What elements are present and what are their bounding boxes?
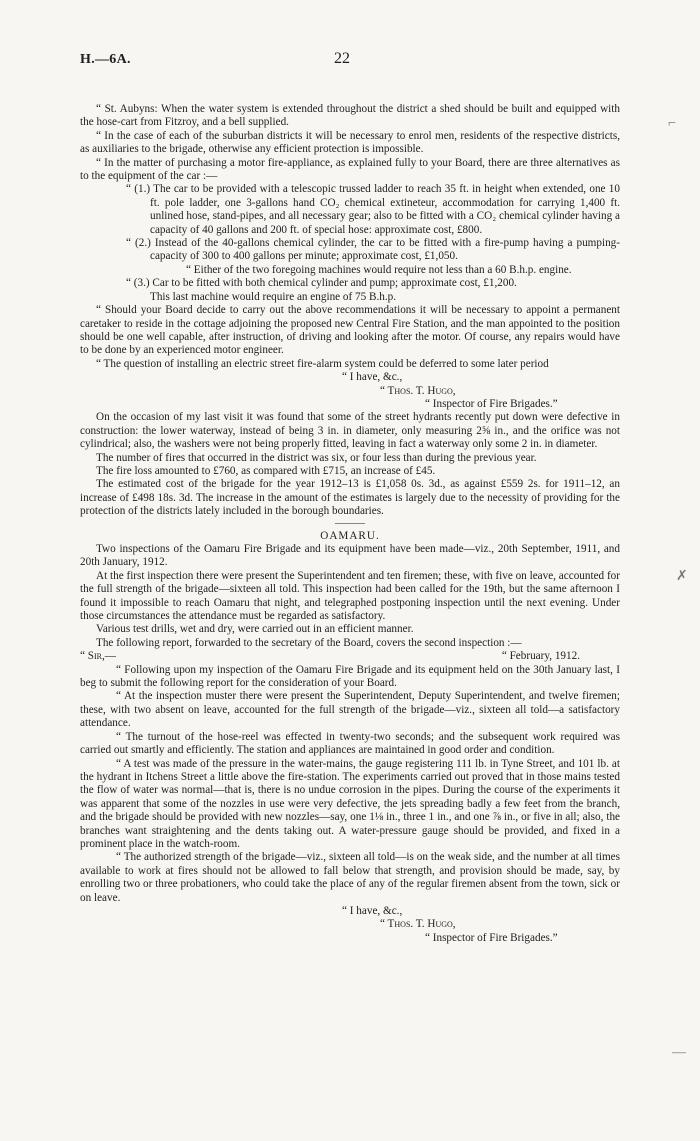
page-number: 22 — [334, 50, 350, 67]
signoff-name: “ Thos. T. Hugo, — [380, 384, 456, 397]
signoff-name: “ Thos. T. Hugo, — [380, 918, 456, 931]
paragraph: “ St. Aubyns: When the water system is extended throughout the district a shed should be built and equipped with the hose-cart from Fitzroy, and a bell supplied. — [80, 103, 620, 129]
margin-dash-mark-icon: — — [672, 1045, 686, 1060]
paragraph: On the occasion of my last visit it was found that some of the street hydrants recently put down were defective in construction: the lower waterway, instead of being 3 in. in diameter, only measuring 2⅝ in., and the orifice was not cylindrical; also, the washers were not being properly fitted, leaving in fact a waterway only some 2 in. in diameter. — [80, 411, 620, 451]
section-title: OAMARU. — [320, 529, 380, 542]
list-item: “ (1.) The car to be provided with a telescopic trussed ladder to reach 35 ft. in height when extended, one 10 ft. pole ladder, one 3-gallons hand CO₂ chemical extineteur, accommodation for carrying 1,400 ft. unlined hose, stand-pipes, and all necessary gear; also to be fitted with a CO₂ chemical cylinder having a capacity of 40 gallons and 200 ft. of special hose: approximate cost, £800. — [126, 183, 620, 236]
paragraph: “ A test was made of the pressure in the water-mains, the gauge registering 111 lb. in Tyne Street, and 101 lb. at the hydrant in Itchens Street a little above the fire-station. The experiments carried out proved that in those mains tested the flow of water was normal—that is, there is no undue corrosion in the pipes. During the course of the experiments it was apparent that some of the nozzles in use were very defective, the jets spreading badly a few feet from the branch, and the brigade should be provided with new nozzles—say, one 1⅛ in., three 1 in., and one ⅞ in., or five in all; also, the branches want straightening and the dents taking out. A water-pressure gauge should be provided, and fixed in a prominent place in the watch-room. — [80, 757, 620, 850]
list-item-note: This last machine would require an engine of 75 B.h.p. — [150, 290, 397, 303]
section-divider — [335, 523, 365, 524]
salutation: “ Sir,— — [80, 650, 116, 663]
document-code: H.—6A. — [80, 52, 131, 67]
margin-cross-mark-icon: ✗ — [676, 569, 688, 584]
signoff-title: “ Inspector of Fire Brigades.” — [425, 397, 558, 410]
paragraph: “ In the case of each of the suburban districts it will be necessary to enrol men, residents of the respective districts, as auxiliaries to the brigade, otherwise any efficient protection is impossible. — [80, 129, 620, 156]
paragraph: “ In the matter of purchasing a motor fire-appliance, as explained fully to your Board, there are three alternatives as to the equipment of the car :— — [80, 156, 620, 183]
paragraph: “ Following upon my inspection of the Oamaru Fire Brigade and its equipment held on the 30th January last, I beg to submit the following report for the consideration of your Board. — [80, 663, 620, 690]
paragraph: “ The turnout of the hose-reel was effected in twenty-two seconds; and the subsequent work required was carried out smartly and efficiently. The station and appliances are maintained in good order and condition. — [80, 730, 620, 757]
list-item: “ (3.) Car to be fitted with both chemical cylinder and pump; approximate cost, £1,200. — [126, 277, 517, 290]
signoff-closing: “ I have, &c., — [342, 904, 403, 917]
paragraph: The number of fires that occurred in the district was six, or four less than during the previous year. — [96, 451, 537, 464]
signoff-title: “ Inspector of Fire Brigades.” — [425, 931, 558, 944]
paragraph: Various test drills, wet and dry, were carried out in an efficient manner. — [96, 623, 414, 636]
paragraph: “ At the inspection muster there were present the Superintendent, Deputy Superintendent, and twelve firemen; these, with two absent on leave, accounted for the full strength of the brigade—viz., sixteen all told—a satisfactory attendance. — [80, 690, 620, 730]
letter-date: “ February, 1912. — [501, 650, 580, 663]
letter-heading — [80, 650, 620, 663]
paragraph: “ The authorized strength of the brigade—viz., sixteen all told—is on the weak side, and the number at all times available to work at fires should not be allowed to fall below that strength, and provision should be made, say, by enrolling two or three probationers, who could take the place of any of the regular firemen absent from the town, sick or on leave. — [80, 851, 620, 904]
document-body — [80, 103, 620, 945]
paragraph: At the first inspection there were present the Superintendent and ten firemen; these, with five on leave, accounted for the full strength of the brigade—sixteen all told. This inspection had been called for the 19th, but the same afternoon I found it impossible to reach Oamaru that night, and telegraphed postponing inspection until the next evening. Under those circumstances the attendance must be regarded as satisfactory. — [80, 569, 620, 623]
signoff-closing: “ I have, &c., — [342, 371, 403, 384]
margin-mark-icon: ⌐ — [668, 116, 676, 131]
list-item-note: “ Either of the two foregoing machines would require not less than a 60 B.h.p. engine. — [186, 263, 572, 276]
paragraph: The fire loss amounted to £760, as compared with £715, an increase of £45. — [96, 464, 436, 477]
paragraph: The estimated cost of the brigade for the year 1912–13 is £1,058 0s. 3d., as against £559 2s. for 1911–12, an increase of £498 18s. 3d. The increase in the amount of the estimates is largely due to the necessity of providing for the protection of the districts lately included in the borough boundaries. — [80, 478, 620, 518]
paragraph: The following report, forwarded to the secretary of the Board, covers the second inspection :— — [96, 636, 522, 649]
paragraph: “ Should your Board decide to carry out the above recommendations it will be necessary to appoint a permanent caretaker to reside in the cottage adjoining the proposed new Central Fire Station, and the man appointed to the position should be one well capable, after instruction, of driving and looking after the motor. Of course, any repairs would have to be done by an experienced motor engineer. — [80, 304, 620, 357]
list-item: “ (2.) Instead of the 40-gallons chemical cylinder, the car to be fitted with a fire-pump having a pumping-capacity of 300 to 400 gallons per minute; approximate cost, £1,050. — [126, 237, 620, 263]
paragraph: Two inspections of the Oamaru Fire Brigade and its equipment have been made—viz., 20th September, 1911, and 20th January, 1912. — [80, 543, 620, 569]
paragraph: “ The question of installing an electric street fire-alarm system could be deferred to some later period — [96, 357, 549, 370]
